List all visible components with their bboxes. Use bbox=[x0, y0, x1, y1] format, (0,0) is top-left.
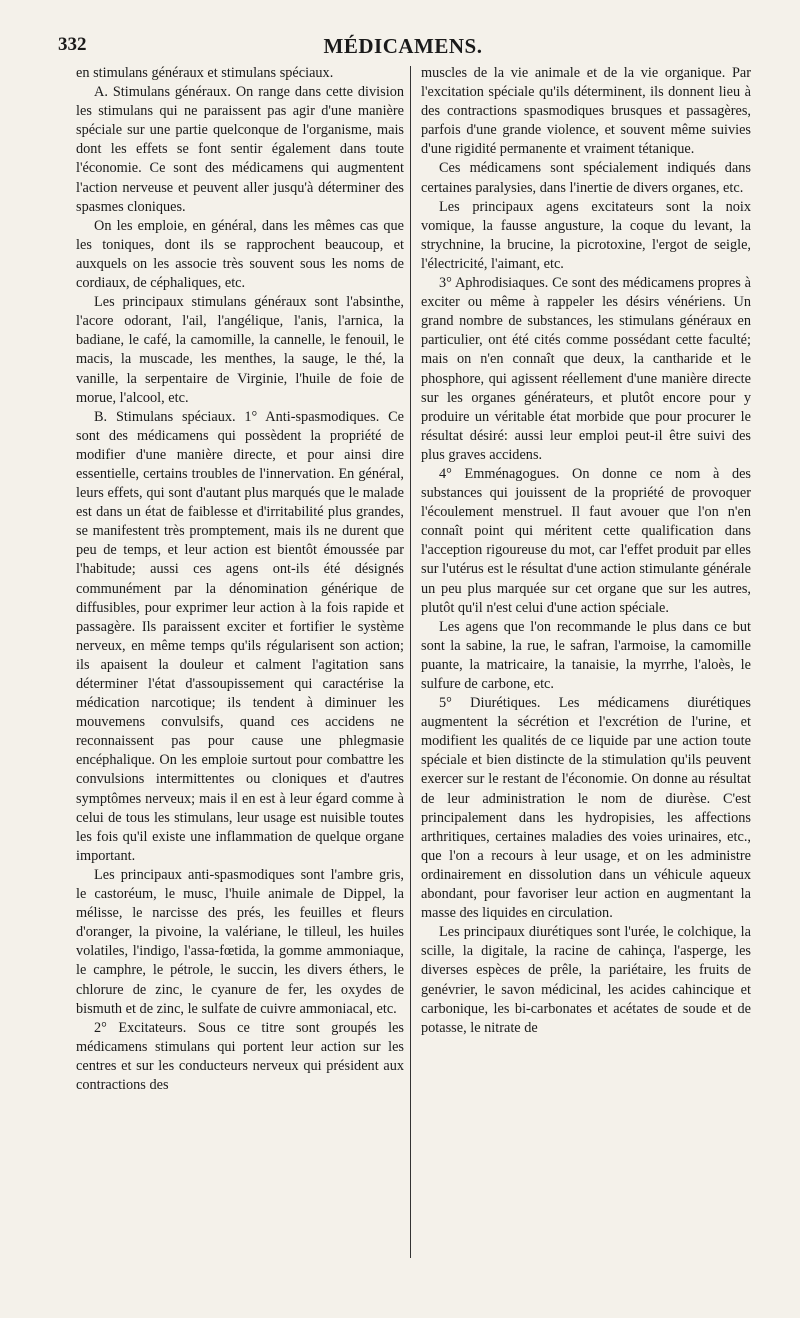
page-header bbox=[58, 34, 748, 64]
paragraph: 2° Excitateurs. Sous ce titre sont groupés les médicamens stimulans qui portent leur action sur les centres et sur les conducteurs nerveux qui président aux contractions des bbox=[76, 1019, 404, 1093]
column-divider bbox=[410, 66, 411, 1258]
paragraph: 5° Diurétiques. Les médicamens diurétiques augmentent la sécrétion et l'excrétion de l'urine, et modifient les qualités de ce liquide par une action toute spéciale et bien distincte de la stimulation qu'ils peuvent exercer sur le restant de l'économie. On donne au résultat de leur administration le nom de diurèse. C'est principalement dans les hydropisies, les affections arthritiques, certaines maladies des voies urinaires, etc., que l'on a recours à leur usage, et on les administre ordinairement en dissolution dans un véhicule aqueux abondant, pour favoriser leur action en augmentant la masse des liquides en circulation. bbox=[421, 695, 751, 922]
paragraph: Les principaux diurétiques sont l'urée, le colchique, la scille, la digitale, la racine de cahinça, l'asperge, les diverses espèces de prêle, la pariétaire, les fruits de genévrier, le savon médicinal, les acides cahincique et carbonique, les bi-carbonates et acétates de soude et de potasse, le nitrate de bbox=[421, 924, 751, 1036]
paragraph: Ces médicamens sont spécialement indiqués dans certaines paralysies, dans l'inertie de divers organes, etc. bbox=[421, 160, 751, 196]
paragraph: On les emploie, en général, dans les mêmes cas que les toniques, dont ils se rapprochent beaucoup, et auxquels on les associe très souvent sous les noms de cordiaux, de céphaliques, etc. bbox=[76, 217, 404, 292]
paragraph: 4° Emménagogues. On donne ce nom à des substances qui jouissent de la propriété de provoquer l'écoulement menstruel. Il faut avouer que l'on n'en connaît point qui méritent cette qualification dans l'acception rigoureuse du mot, car l'effet produit par elles sur l'utérus est le résultat d'une action stimulante générale un peu plus marquée sur cet organe que sur les autres, plutôt qu'il n'est celui d'une action spéciale. bbox=[421, 465, 751, 616]
right-column bbox=[421, 64, 751, 1038]
paragraph: Les principaux anti-spasmodiques sont l'ambre gris, le castoréum, le musc, l'huile animale de Dippel, la mélisse, le narcisse des prés, les feuilles et fleurs d'oranger, la pivoine, la valériane, le tilleul, les huiles volatiles, l'indigo, l'assa-fœtida, la gomme ammoniaque, le camphre, le pétrole, le succin, les divers éthers, le chlorure de zinc, le cyanure de fer, les oxydes de bismuth et de zinc, le sulfate de cuivre ammoniacal, etc. bbox=[76, 866, 404, 1017]
paragraph: A. Stimulans généraux. On range dans cette division les stimulans qui ne paraissent pas agir d'une manière spéciale sur une partie quelconque de l'organisme, mais dont les effets se font sentir également dans toute l'économie. Ce sont des médicamens qui augmentent l'action nerveuse et peuvent aller jusqu'à déterminer des spasmes cloniques. bbox=[76, 84, 404, 215]
page-number: 332 bbox=[58, 34, 87, 55]
paragraph: Les agens que l'on recommande le plus dans ce but sont la sabine, la rue, le safran, l'armoise, la camomille puante, la matricaire, la tanaisie, la myrrhe, l'aloès, le sulfure de carbone, etc. bbox=[421, 618, 751, 692]
paragraph: 3° Aphrodisiaques. Ce sont des médicamens propres à exciter ou même à rappeler les désirs vénériens. Un grand nombre de substances, les stimulans généraux en particulier, ont été cités comme possédant cette faculté; mais on n'en connaît que deux, la cantharide et le phosphore, qui agissent réellement d'une manière directe sur les organes générateurs, et plutôt encore pour y produire un véritable état morbide que pour procurer le résultat désiré: aussi leur emploi peut-il être suivi des plus graves accidens. bbox=[421, 275, 751, 463]
paragraph: Les principaux agens excitateurs sont la noix vomique, la fausse angusture, la coque du levant, la strychnine, la brucine, la picrotoxine, l'ergot de seigle, l'électricité, l'aimant, etc. bbox=[421, 198, 751, 272]
paragraph: B. Stimulans spéciaux. 1° Anti-spasmodiques. Ce sont des médicamens qui possèdent la propriété de modifier d'une manière directe, et pour ainsi dire essentielle, certains troubles de l'innervation. En général, leurs effets, qui sont d'autant plus marqués que le malade est dans un état de faiblesse et d'irritabilité plus grandes, se manifestent très promptement, mais ils ne durent que peu de temps, et leur action est bientôt émoussée par l'habitude; aussi ces agens ont-ils été désignés communément par la dénomination générique de diffusibles, pour exprimer leur action à la fois rapide et passagère. Ils paraissent exciter et fortifier le système nerveux, en même temps qu'ils régularisent son action; ils apaisent la douleur et calment l'agitation sans déterminer l'état d'assoupissement qui caractérise la médication narcotique; ils tendent à diminuer les mouvemens convulsifs, quand ces accidens ne reconnaissent pas pour cause une phlegmasie encéphalique. On les emploie surtout pour combattre les convulsions intermittentes ou cloniques et d'autres symptômes nerveux; mais il en est à leur égard comme à celui de tous les stimulans, leur usage est nuisible toutes les fois qu'il existe une inflammation de quelque organe important. bbox=[76, 408, 404, 864]
paragraph: en stimulans généraux et stimulans spéciaux. bbox=[76, 65, 334, 81]
running-title: MÉDICAMENS. bbox=[323, 34, 483, 58]
left-column bbox=[76, 64, 404, 1095]
paragraph: muscles de la vie animale et de la vie organique. Par l'excitation spéciale qu'ils déterminent, ils donnent lieu à des contractions spasmodiques brusques et passagères, parfois d'une grande violence, et souvent même suivies d'une rigidité permanente et vraiment tétanique. bbox=[421, 65, 751, 158]
paragraph: Les principaux stimulans généraux sont l'absinthe, l'acore odorant, l'ail, l'angélique, l'anis, l'arnica, la badiane, le café, la camomille, la cannelle, le fenouil, le macis, la muscade, les menthes, la sauge, le thé, la vanille, la serpentaire de Virginie, l'huile de foie de morue, l'alcool, etc. bbox=[76, 294, 404, 406]
